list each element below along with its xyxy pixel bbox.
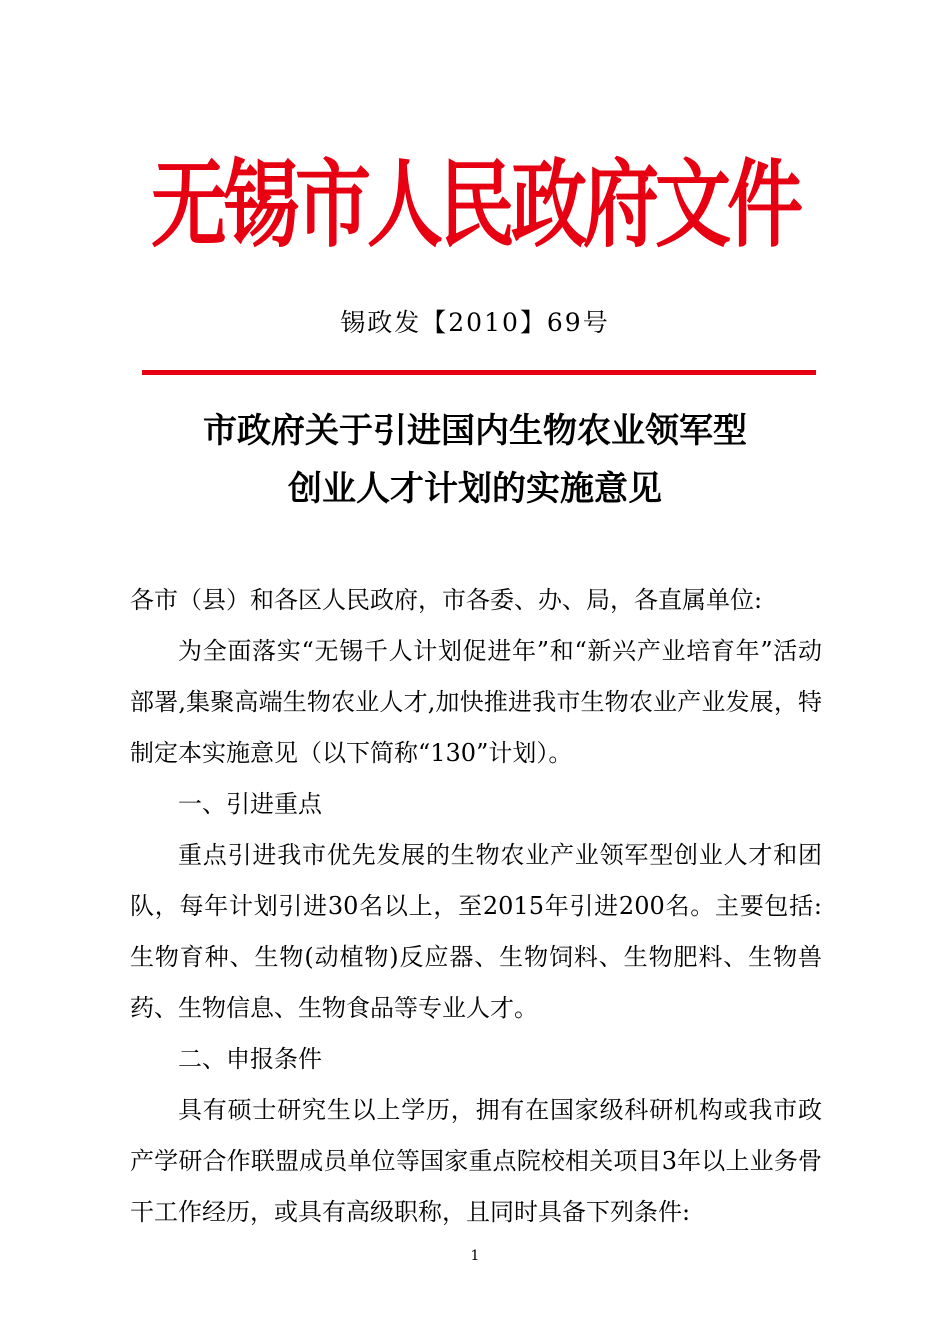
red-separator-line (142, 370, 816, 375)
title-line-2: 创业人才计划的实施意见 (288, 469, 662, 509)
page-number: 1 (470, 1248, 480, 1264)
salutation: 各市（县）和各区人民政府，市各委、办、局，各直属单位: (130, 586, 763, 614)
section-heading-2: 二、申报条件 (178, 1045, 322, 1073)
section-heading-1: 一、引进重点 (178, 790, 322, 818)
section-1-paragraph: 重点引进我市优先发展的生物农业产业领军型创业人才和团队，每年计划引进30名以上，至2015年引进200名。主要包括: 生物育种、生物(动植物)反应器、生物饲料、生物肥料、生物兽药、生物信息、生物食品等专业人才。 (130, 841, 822, 1022)
document-title (0, 402, 950, 518)
intro-paragraph: 为全面落实“无锡千人计划促进年”和“新兴产业培育年”活动部署,集聚高端生物农业人才,加快推进我市生物农业产业发展，特制定本实施意见（以下简称“130”计划）。 (130, 637, 822, 767)
issuer-header: 无锡市人民政府文件 (151, 148, 799, 260)
section-2-paragraph: 具有硕士研究生以上学历，拥有在国家级科研机构或我市政产学研合作联盟成员单位等国家重点院校相关项目3年以上业务骨干工作经历，或具有高级职称，且同时具备下列条件: (130, 1096, 822, 1226)
document-body (130, 575, 822, 1238)
document-number: 锡政发【2010】69号 (340, 308, 610, 337)
title-line-1: 市政府关于引进国内生物农业领军型 (203, 411, 747, 451)
